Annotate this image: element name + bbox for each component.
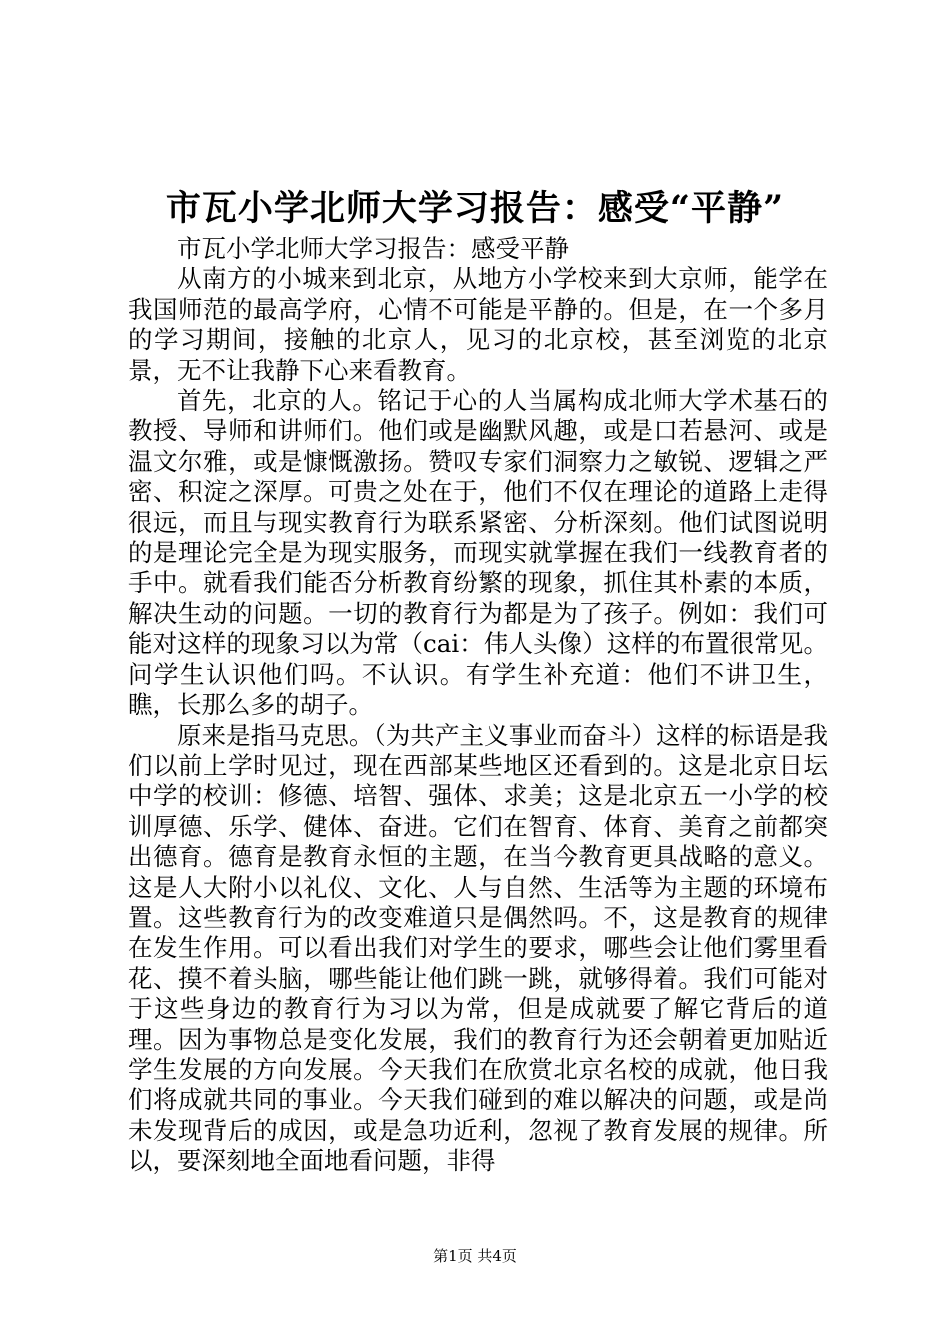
paragraph: 首先，北京的人。铭记于心的人当属构成北师大学术基石的教授、导师和讲师们。他们或是幽默风趣，或是口若悬河、或是温文尔雅，或是慷慨激扬。赞叹专家们洞察力之敏锐、逻辑之严密、积淀之深厚。可贵之处在于，他们不仅在理论的道路上走得很远，而且与现实教育行为联系紧密、分析深刻。他们试图说明的是理论完全是为现实服务，而现实就掌握在我们一线教育者的手中。就看我们能否分析教育纷繁的现象，抓住其朴素的本质，解决生动的问题。一切的教育行为都是为了孩子。例如：我们可能对这样的现象习以为常（cai：伟人头像）这样的布置很常见。问学生认识他们吗。不认识。有学生补充道：他们不讲卫生，瞧，长那么多的胡子。 [128, 386, 828, 720]
document-body [128, 234, 828, 1177]
paragraph-subtitle: 市瓦小学北师大学习报告：感受平静 [177, 234, 569, 263]
document-title: 市瓦小学北师大学习报告：感受“平静” [165, 188, 785, 229]
paragraph: 原来是指马克思。（为共产主义事业而奋斗）这样的标语是我们以前上学时见过，现在西部某些地区还看到的。这是北京日坛中学的校训：修德、培智、强体、求美；这是北京五一小学的校训厚德、乐学、健体、奋进。它们在智育、体育、美育之前都突出德育。德育是教育永恒的主题，在当今教育更具战略的意义。这是人大附小以礼仪、文化、人与自然、生活等为主题的环境布置。这些教育行为的改变难道只是偶然吗。不，这是教育的规律在发生作用。可以看出我们对学生的要求，哪些会让他们雾里看花、摸不着头脑，哪些能让他们跳一跳，就够得着。我们可能对于这些身边的教育行为习以为常，但是成就要了解它背后的道理。因为事物总是变化发展，我们的教育行为还会朝着更加贴近学生发展的方向发展。今天我们在欣赏北京名校的成就，他日我们将成就共同的事业。今天我们碰到的难以解决的问题，或是尚未发现背后的成因，或是急功近利，忽视了教育发展的规律。所以，要深刻地全面地看问题，非得 [128, 720, 828, 1176]
page-footer: 第1页 共4页 [433, 1247, 517, 1265]
paragraph: 从南方的小城来到北京，从地方小学校来到大京师，能学在我国师范的最高学府，心情不可能是平静的。但是，在一个多月的学习期间，接触的北京人，见习的北京校，甚至浏览的北京景，无不让我静下心来看教育。 [128, 264, 828, 385]
